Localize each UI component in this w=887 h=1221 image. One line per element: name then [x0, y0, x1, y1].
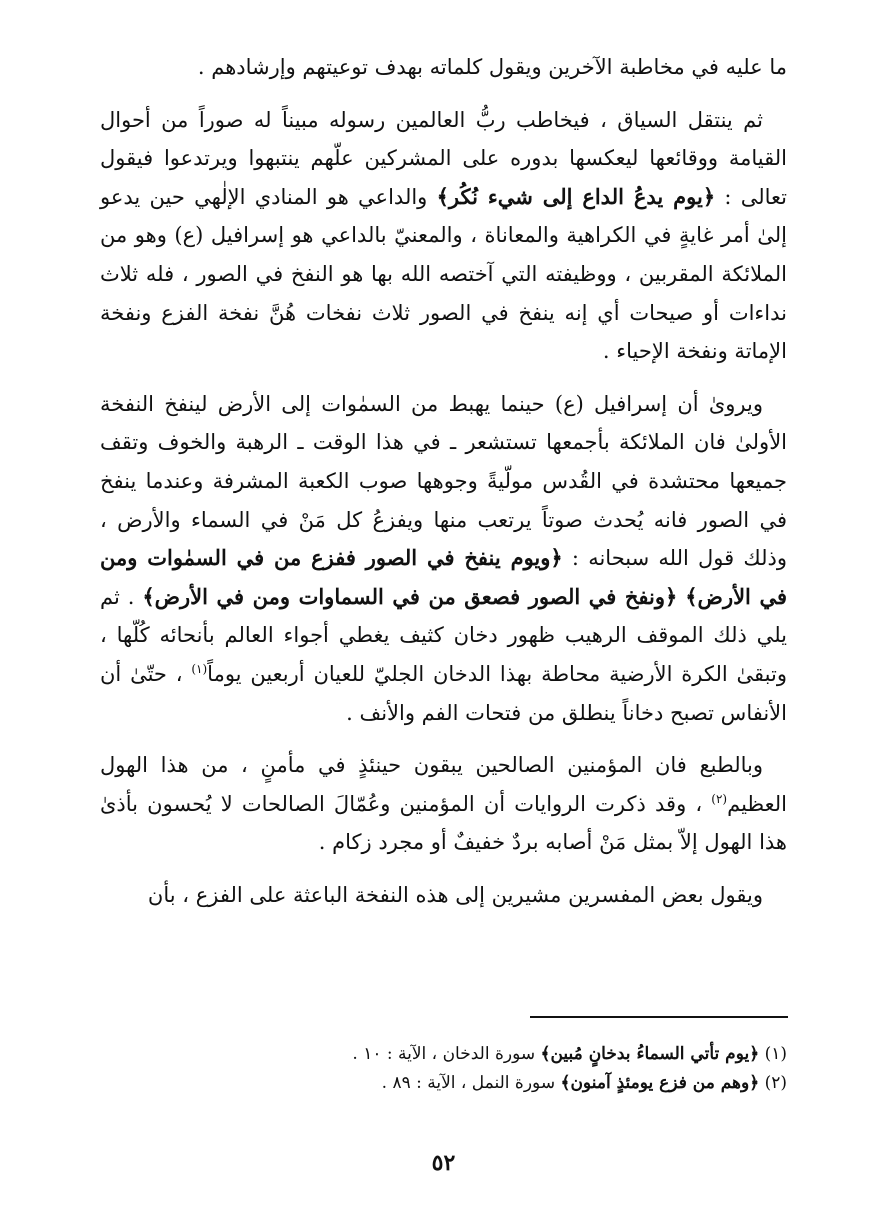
footnote-2-source: سورة النمل ، الآية : ٨٩ . — [381, 1073, 561, 1093]
quran-quote-1: ﴿يوم يدعُ الداع إلى شيء نُكُر﴾ — [436, 183, 716, 209]
footnote-2-quote: ﴿وهم من فزع يومئذٍ آمنون﴾ — [560, 1073, 760, 1093]
paragraph-3-text-2: . ثم يلي ذلك الموقف الرهيب ظهور دخان كثيف يغطي أجواء العالم بأنحائه كُلّها ، وتبقىٰ الكرة الأرضية محاطة بهذا الدخان الجليّ للعيان أربعين يوماً — [100, 584, 787, 686]
paragraph-gap — [100, 862, 787, 876]
paragraph-4 — [100, 746, 787, 862]
paragraph-2-text-2: والداعي هو المنادي الإلٰهي حين يدعو إلىٰ أمر غايةٍ في الكراهية والمعاناة ، والمعنيّ بالداعي هو إسرافيل (ع) وهو من الملائكة المقربين ، ووظيفته التي آختصه الله بها هو النفخ في الصور ، فله ثلاث نداءات أو صيحات أي إنه ينفخ في الصور ثلاث نفخات هُنَّ نفخة الفزع ونفخة الإماتة ونفخة الإحياء . — [100, 184, 787, 364]
footnote-1 — [100, 1040, 787, 1069]
footnote-1-source: سورة الدخان ، الآية : ١٠ . — [352, 1044, 541, 1064]
paragraph-5-text: ويقول بعض المفسرين مشيرين إلى هذه النفخة الباعثة على الفزع ، بأن — [147, 882, 763, 907]
footnote-1-number: (١) — [764, 1044, 787, 1064]
paragraph-3-text-1: ويروىٰ أن إسرافيل (ع) حينما يهبط من السمٰوات إلى الأرض لينفخ النفخة الأولىٰ فان الملائكة بأجمعها تستشعر ـ في هذا الوقت ـ الرهبة والخوف وتقف جميعها محتشدة في القُدس مولّيةً وجوهها صوب الكعبة المشرفة وعندما ينفخ في الصور فانه يُحدث صوتاً يرتعب منها ويفزعُ كل مَنْ في السماء والأرض ، وذلك قول الله سبحانه : — [100, 391, 787, 571]
paragraph-2 — [100, 101, 787, 371]
footnote-divider — [530, 1016, 788, 1018]
paragraph-4-text-2: ، وقد ذكرت الروايات أن المؤمنين وعُمّالَ الصالحات لا يُحسون بأذىٰ هذا الهول إلاّ بمثل مَنْ أصابه بردٌ خفيفٌ أو مجرد زكام . — [100, 791, 787, 855]
paragraph-1 — [100, 48, 787, 87]
quran-quote-3: ﴿ونفخ في الصور فصعق من في السماوات ومن في الأرض﴾ — [142, 583, 678, 609]
footnote-1-quote: ﴿يوم تأتي السماءُ بدخانٍ مُبين﴾ — [540, 1044, 760, 1064]
footnote-2-number: (٢) — [764, 1073, 787, 1093]
paragraph-gap — [100, 371, 787, 385]
footnote-ref-2[interactable]: (٢) — [711, 791, 728, 806]
paragraph-gap — [100, 732, 787, 746]
page-number: ٥٢ — [431, 1150, 456, 1176]
paragraph-gap — [100, 87, 787, 101]
paragraph-3-text-3: ، حتّىٰ أن الأنفاس تصبح دخاناً ينطلق من فتحات الفم والأنف . — [100, 661, 787, 725]
footnotes — [100, 1040, 787, 1098]
footnote-2 — [100, 1069, 787, 1098]
quran-quote-2: ﴿ويوم ينفخ في الصور ففزع من في السمٰوات ومن في الأرض﴾ — [100, 545, 787, 609]
paragraph-5 — [100, 876, 787, 915]
paragraph-1-text: ما عليه في مخاطبة الآخرين ويقول كلماته بهدف توعيتهم وإرشادهم . — [197, 55, 787, 79]
paragraph-4-text-1: وبالطبع فان المؤمنين الصالحين يبقون حينئذٍ في مأمنٍ ، من هذا الهول العظيم — [100, 753, 787, 816]
paragraph-3 — [100, 385, 787, 732]
paragraph-2-text-1: ثم ينتقل السياق ، فيخاطب ربُّ العالمين رسوله مبيناً له صوراً من أحوال القيامة ووقائعها ليعكسها بدوره على المشركين علّهم ينتبهوا ويرتدعوا فيقول تعالى : — [100, 107, 788, 209]
footnote-ref-1[interactable]: (١) — [191, 661, 208, 676]
